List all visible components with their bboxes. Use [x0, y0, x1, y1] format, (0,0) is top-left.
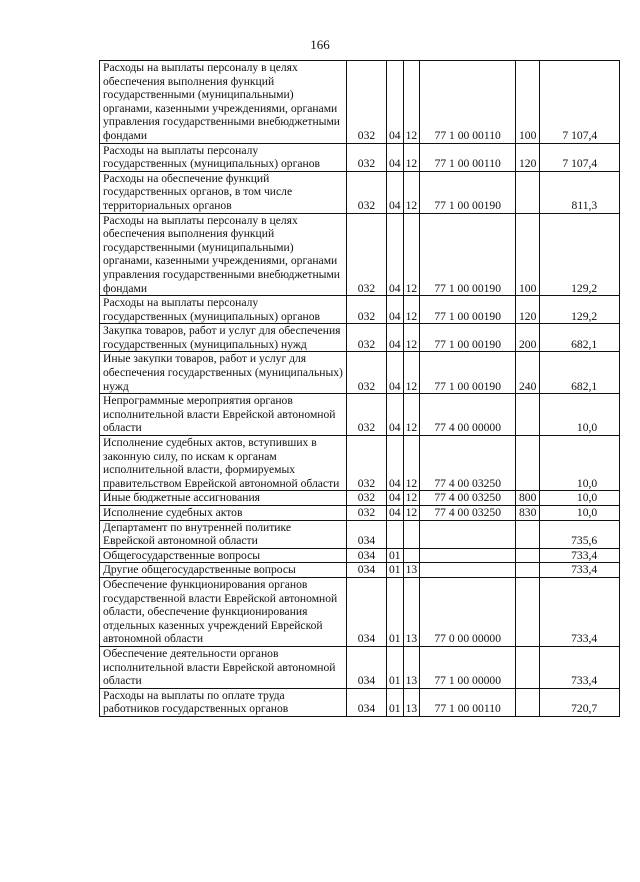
expense-type-code: [516, 688, 540, 716]
table-row: [100, 394, 620, 436]
budget-table: [99, 60, 620, 717]
row-name: Иные бюджетные ассигнования: [100, 491, 347, 506]
ministry-code: 034: [347, 563, 387, 578]
amount: 10,0: [540, 394, 620, 436]
table-row: [100, 352, 620, 394]
expense-type-code: 100: [516, 213, 540, 296]
ministry-code: 032: [347, 506, 387, 521]
table-row: [100, 563, 620, 578]
row-name: Другие общегосударственные вопросы: [100, 563, 347, 578]
section-code: 04: [387, 394, 404, 436]
amount: 735,6: [540, 520, 620, 548]
row-name: Департамент по внутренней политике Еврейской автономной области: [100, 520, 347, 548]
section-code: 04: [387, 296, 404, 324]
section-code: 04: [387, 213, 404, 296]
subsection-code: 12: [403, 506, 420, 521]
target-article-code: 77 4 00 03250: [420, 491, 516, 506]
section-code: 04: [387, 352, 404, 394]
ministry-code: 032: [347, 61, 387, 144]
amount: 733,4: [540, 646, 620, 688]
expense-type-code: [516, 436, 540, 491]
target-article-code: 77 4 00 03250: [420, 506, 516, 521]
ministry-code: 034: [347, 646, 387, 688]
table-row: [100, 577, 620, 646]
table-row: [100, 213, 620, 296]
ministry-code: 032: [347, 324, 387, 352]
row-name: Закупка товаров, работ и услуг для обеспечения государственных (муниципальных) нужд: [100, 324, 347, 352]
amount: 10,0: [540, 436, 620, 491]
expense-type-code: 240: [516, 352, 540, 394]
amount: 10,0: [540, 506, 620, 521]
amount: 10,0: [540, 491, 620, 506]
amount: 733,4: [540, 577, 620, 646]
expense-type-code: 100: [516, 61, 540, 144]
section-code: [387, 520, 404, 548]
table-row: [100, 506, 620, 521]
expense-type-code: [516, 394, 540, 436]
row-name: Расходы на выплаты персоналу в целях обеспечения выполнения функций государственными (муниципальными) органами, казенными учреждениями, органами управления государственными внебюджетными фондами: [100, 61, 347, 144]
amount: 720,7: [540, 688, 620, 716]
subsection-code: 12: [403, 352, 420, 394]
page-number: 166: [310, 37, 330, 52]
expense-type-code: [516, 646, 540, 688]
row-name: Непрограммные мероприятия органов исполнительной власти Еврейской автономной области: [100, 394, 347, 436]
expense-type-code: [516, 520, 540, 548]
subsection-code: 12: [403, 436, 420, 491]
target-article-code: 77 1 00 00000: [420, 646, 516, 688]
subsection-code: 13: [403, 688, 420, 716]
target-article-code: 77 1 00 00190: [420, 171, 516, 213]
table-row: [100, 324, 620, 352]
row-name: Расходы на выплаты по оплате труда работников государственных органов: [100, 688, 347, 716]
ministry-code: 032: [347, 213, 387, 296]
amount: 733,4: [540, 548, 620, 563]
target-article-code: 77 1 00 00190: [420, 324, 516, 352]
expense-type-code: 800: [516, 491, 540, 506]
section-code: 04: [387, 61, 404, 144]
ministry-code: 034: [347, 548, 387, 563]
subsection-code: 12: [403, 394, 420, 436]
ministry-code: 032: [347, 143, 387, 171]
table-row: [100, 688, 620, 716]
ministry-code: 032: [347, 171, 387, 213]
section-code: 04: [387, 436, 404, 491]
section-code: 04: [387, 171, 404, 213]
target-article-code: 77 1 00 00110: [420, 61, 516, 144]
subsection-code: 12: [403, 171, 420, 213]
expense-type-code: [516, 548, 540, 563]
ministry-code: 032: [347, 352, 387, 394]
section-code: 04: [387, 143, 404, 171]
row-name: Иные закупки товаров, работ и услуг для обеспечения государственных (муниципальных) нужд: [100, 352, 347, 394]
table-row: [100, 646, 620, 688]
target-article-code: 77 4 00 00000: [420, 394, 516, 436]
expense-type-code: [516, 171, 540, 213]
subsection-code: 12: [403, 213, 420, 296]
table-row: [100, 548, 620, 563]
subsection-code: 12: [403, 61, 420, 144]
subsection-code: 13: [403, 563, 420, 578]
subsection-code: 12: [403, 324, 420, 352]
ministry-code: 032: [347, 394, 387, 436]
target-article-code: [420, 563, 516, 578]
section-code: 01: [387, 563, 404, 578]
row-name: Обеспечение деятельности органов исполнительной власти Еврейской автономной области: [100, 646, 347, 688]
target-article-code: 77 1 00 00110: [420, 688, 516, 716]
amount: 129,2: [540, 296, 620, 324]
section-code: 01: [387, 646, 404, 688]
row-name: Расходы на выплаты персоналу государственных (муниципальных) органов: [100, 296, 347, 324]
section-code: 01: [387, 577, 404, 646]
row-name: Исполнение судебных актов, вступивших в законную силу, по искам к органам исполнительной власти, формируемых правительством Еврейской автономной области: [100, 436, 347, 491]
ministry-code: 032: [347, 491, 387, 506]
row-name: Обеспечение функционирования органов государственной власти Еврейской автономной области, обеспечение функционирования отдельных казенных учреждений Еврейской автономной области: [100, 577, 347, 646]
row-name: Расходы на обеспечение функций государственных органов, в том числе территориальных органов: [100, 171, 347, 213]
row-name: Расходы на выплаты персоналу в целях обеспечения выполнения функций государственными (муниципальными) органами, казенными учреждениями, органами управления государственными внебюджетными фондами: [100, 213, 347, 296]
expense-type-code: [516, 577, 540, 646]
ministry-code: 034: [347, 688, 387, 716]
row-name: Исполнение судебных актов: [100, 506, 347, 521]
target-article-code: [420, 520, 516, 548]
table-row: [100, 436, 620, 491]
section-code: 04: [387, 506, 404, 521]
target-article-code: 77 1 00 00110: [420, 143, 516, 171]
target-article-code: 77 1 00 00190: [420, 213, 516, 296]
subsection-code: 13: [403, 577, 420, 646]
table-row: [100, 491, 620, 506]
target-article-code: 77 1 00 00190: [420, 352, 516, 394]
expense-type-code: 200: [516, 324, 540, 352]
target-article-code: 77 0 00 00000: [420, 577, 516, 646]
ministry-code: 034: [347, 520, 387, 548]
ministry-code: 032: [347, 436, 387, 491]
section-code: 04: [387, 324, 404, 352]
expense-type-code: 830: [516, 506, 540, 521]
subsection-code: 13: [403, 646, 420, 688]
target-article-code: 77 4 00 03250: [420, 436, 516, 491]
subsection-code: 12: [403, 491, 420, 506]
subsection-code: [403, 548, 420, 563]
amount: 682,1: [540, 352, 620, 394]
ministry-code: 032: [347, 296, 387, 324]
target-article-code: 77 1 00 00190: [420, 296, 516, 324]
amount: 811,3: [540, 171, 620, 213]
amount: 7 107,4: [540, 143, 620, 171]
table-row: [100, 296, 620, 324]
table-row: [100, 143, 620, 171]
section-code: 01: [387, 548, 404, 563]
expense-type-code: 120: [516, 296, 540, 324]
row-name: Общегосударственные вопросы: [100, 548, 347, 563]
subsection-code: [403, 520, 420, 548]
row-name: Расходы на выплаты персоналу государственных (муниципальных) органов: [100, 143, 347, 171]
target-article-code: [420, 548, 516, 563]
amount: 7 107,4: [540, 61, 620, 144]
section-code: 01: [387, 688, 404, 716]
section-code: 04: [387, 491, 404, 506]
amount: 682,1: [540, 324, 620, 352]
expense-type-code: [516, 563, 540, 578]
subsection-code: 12: [403, 296, 420, 324]
table-row: [100, 61, 620, 144]
expense-type-code: 120: [516, 143, 540, 171]
table-row: [100, 520, 620, 548]
amount: 733,4: [540, 563, 620, 578]
table-row: [100, 171, 620, 213]
ministry-code: 034: [347, 577, 387, 646]
amount: 129,2: [540, 213, 620, 296]
subsection-code: 12: [403, 143, 420, 171]
